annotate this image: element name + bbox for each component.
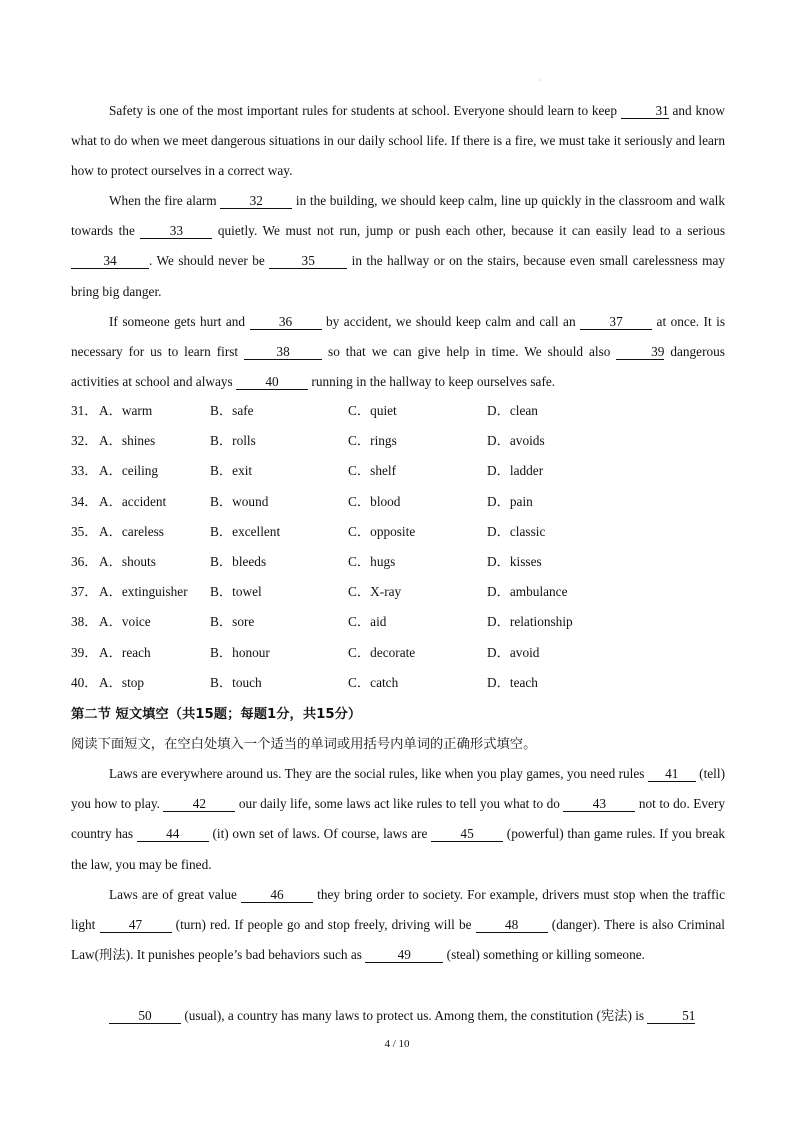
option-row-31: 31． A．warm B．safe C．quiet D．clean <box>71 403 538 418</box>
blank-48: 48 <box>476 917 548 933</box>
passage2-paragraph3: 50 (usual), a country has many laws to protect us. Among them, the constitution (宪法) is 51 <box>71 1001 725 1031</box>
blank-33: 33 <box>140 223 212 239</box>
blank-32: 32 <box>220 193 292 209</box>
blank-37: 37 <box>580 314 652 330</box>
scan-mark: · <box>538 76 541 85</box>
blank-42: 42 <box>163 796 235 812</box>
options-list <box>71 398 725 700</box>
blank-34: 34 <box>71 253 149 269</box>
blank-43: 43 <box>563 796 635 812</box>
passage1-paragraph2: When the fire alarm 32 in the building, we should keep calm, line up quickly in the classroom and walk towards the 33 quietly. We must not run, jump or push each other, because it can easily lead to a serious 34 . We should never be 35 in the hallway or on the stairs, because even small carelessness may bring big danger. <box>71 193 726 299</box>
option-row-33: 33． A．ceiling B．exit C．shelf D．ladder <box>71 463 544 479</box>
passage1-paragraph1: Safety is one of the most important rules for students at school. Everyone should learn to keep 31 and know what to do when we meet dangerous situations in our daily school life. If there is a fire, we must take it seriously and learn how to protect ourselves in a correct way. <box>71 103 725 179</box>
blank-49: 49 <box>365 947 443 963</box>
section-title: 第二节 短文填空（共15题；每题1分，共15分） <box>71 707 362 722</box>
blank-44: 44 <box>137 826 209 842</box>
option-row-40: 40． A．stop B．touch C．catch D．teach <box>71 674 538 690</box>
option-row-37: 37． A．extinguisher B．towel C．X-ray D．ambulance <box>71 584 568 600</box>
blank-35: 35 <box>269 253 347 269</box>
passage2-paragraph1: Laws are everywhere around us. They are the social rules, like when you play games, you need rules 41 (tell) you how to play. 42 our daily life, some laws act like rules to tell you what to do 43 not to do. Every country has 44 (it) own set of laws. Of course, laws are 45 (powerful) than game rules. If you break the law, you may be fined. <box>71 766 726 872</box>
blank-39: 39 <box>616 344 664 360</box>
blank-40: 40 <box>236 374 308 390</box>
page-number: 4 / 10 <box>384 1038 410 1050</box>
blank-50: 50 <box>109 1008 181 1024</box>
passage2-paragraph2: Laws are of great value 46 they bring order to society. For example, drivers must stop when the traffic light 47 (turn) red. If people go and stop freely, driving will be 48 (danger). There is also Criminal Law(刑法). It punishes people’s bad behaviors such as 49 (steal) something or killing someone. <box>71 887 725 963</box>
blank-51: 51 <box>647 1008 695 1024</box>
blank-47: 47 <box>100 917 172 933</box>
blank-45: 45 <box>431 826 503 842</box>
section-instruction: 阅读下面短文，在空白处填入一个适当的单词或用括号内单词的正确形式填空。 <box>71 737 537 752</box>
option-row-39: 39． A．reach B．honour C．decorate D．avoid <box>71 644 540 660</box>
passage1-paragraph3: If someone gets hurt and 36 by accident, we should keep calm and call an 37 at once. It is necessary for us to learn first 38 so that we can give help in time. We should also 39 dangerous activities at school and always 40 running in the hallway to keep ourselves safe. <box>71 314 725 390</box>
blank-36: 36 <box>250 314 322 330</box>
option-row-32: 32． A．shines B．rolls C．rings D．avoids <box>71 433 545 449</box>
option-row-36: 36． A．shouts B．bleeds C．hugs D．kisses <box>71 553 542 569</box>
option-row-35: 35． A．careless B．excellent C．opposite D．classic <box>71 523 546 539</box>
option-row-34: 34． A．accident B．wound C．blood D．pain <box>71 493 533 509</box>
blank-46: 46 <box>241 887 313 903</box>
option-row-38: 38． A．voice B．sore C．aid D．relationship <box>71 614 573 630</box>
blank-31: 31 <box>621 103 669 119</box>
blank-41: 41 <box>648 766 696 782</box>
blank-38: 38 <box>244 344 322 360</box>
